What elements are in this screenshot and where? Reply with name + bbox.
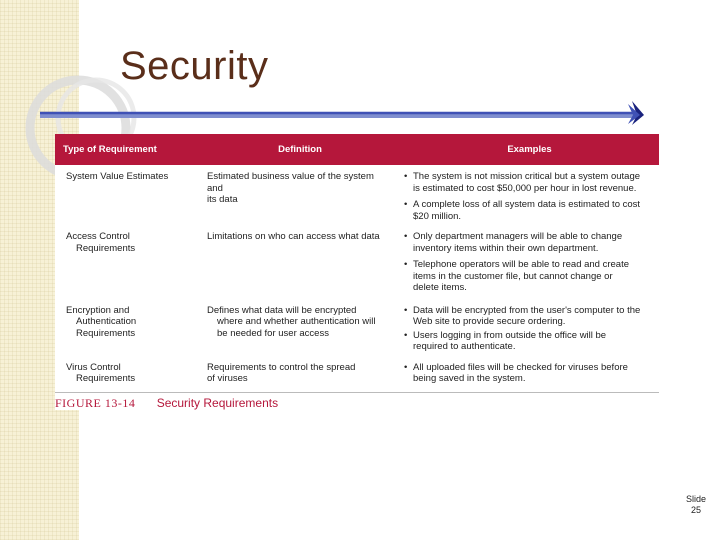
row-examples-cell (400, 227, 659, 299)
example-bullet (404, 231, 651, 254)
example-line: items in the customer file, but cannot change or (413, 270, 613, 282)
row-examples-cell (400, 165, 659, 227)
type-line: Requirements (76, 373, 136, 384)
example-bullet (404, 199, 651, 222)
table-header-row (55, 134, 659, 165)
type-line: Requirements (76, 242, 136, 254)
figure-caption (55, 392, 659, 411)
definition-line: be needed for user access (217, 327, 329, 339)
table-row (55, 165, 659, 227)
example-line: is estimated to cost $50,000 per hour in lost revenue. (413, 182, 637, 194)
type-line: Access Control (66, 231, 130, 242)
example-bullet (404, 171, 651, 194)
example-line: • Telephone operators will be able to read and create (413, 259, 630, 270)
row-type-cell (55, 299, 200, 358)
type-line: Virus Control (66, 361, 121, 373)
example-line: being saved in the system. (413, 373, 526, 384)
example-line: delete items. (413, 282, 467, 293)
row-examples-cell (400, 299, 659, 358)
table-row (55, 227, 659, 299)
slide-number-label: Slide (685, 494, 706, 504)
type-line: Requirements (76, 327, 136, 339)
row-definition-cell (200, 227, 400, 299)
slide-number (678, 494, 714, 516)
definition-line: Requirements to control the spread (207, 361, 356, 373)
example-bullet (404, 305, 651, 328)
example-line: inventory items within their own department. (413, 242, 599, 254)
header-definition: Definition (200, 134, 400, 165)
row-definition-cell (200, 299, 400, 358)
example-bullet (404, 330, 651, 353)
example-line: $20 million. (413, 210, 462, 222)
type-line: Authentication (76, 316, 137, 327)
header-examples: Examples (400, 134, 659, 165)
example-line: • A complete loss of all system data is estimated to cost (413, 199, 641, 210)
figure-security-requirements (55, 134, 659, 410)
header-type-of-requirement: Type of Requirement (55, 134, 200, 165)
type-line: Encryption and (66, 304, 130, 316)
example-bullet (404, 259, 651, 294)
definition-line: Limitations on who can access what data (207, 231, 380, 242)
definition-line: where and whether authentication will (217, 316, 376, 327)
example-line: required to authenticate. (413, 341, 516, 352)
title-underline-arrow (40, 96, 660, 126)
figure-number: FIGURE 13-14 (55, 396, 136, 410)
example-bullet (404, 362, 651, 385)
example-line: • All uploaded files will be checked for viruses before (413, 361, 628, 373)
example-line: Web site to provide secure ordering. (413, 316, 566, 327)
example-line: • The system is not mission critical but a system outage (413, 171, 641, 182)
example-line: • Only department managers will be able to change (413, 231, 623, 242)
example-line: • Users logging in from outside the office will be (413, 329, 607, 341)
definition-line: Estimated business value of the system and (207, 171, 374, 194)
figure-title: Security Requirements (156, 396, 279, 410)
definition-line: Defines what data will be encrypted (207, 304, 357, 316)
security-requirements-table (55, 134, 659, 398)
row-definition-cell (200, 165, 400, 227)
definition-line: its data (207, 194, 238, 205)
slide-number-value: 25 (690, 505, 701, 515)
slide-title: Security (120, 44, 269, 88)
example-line: • Data will be encrypted from the user's computer to the (413, 304, 641, 316)
row-type-cell (55, 227, 200, 299)
definition-line: of viruses (207, 373, 248, 384)
row-type-cell (55, 165, 200, 227)
table-row (55, 299, 659, 358)
type-line: System Value Estimates (66, 171, 169, 182)
